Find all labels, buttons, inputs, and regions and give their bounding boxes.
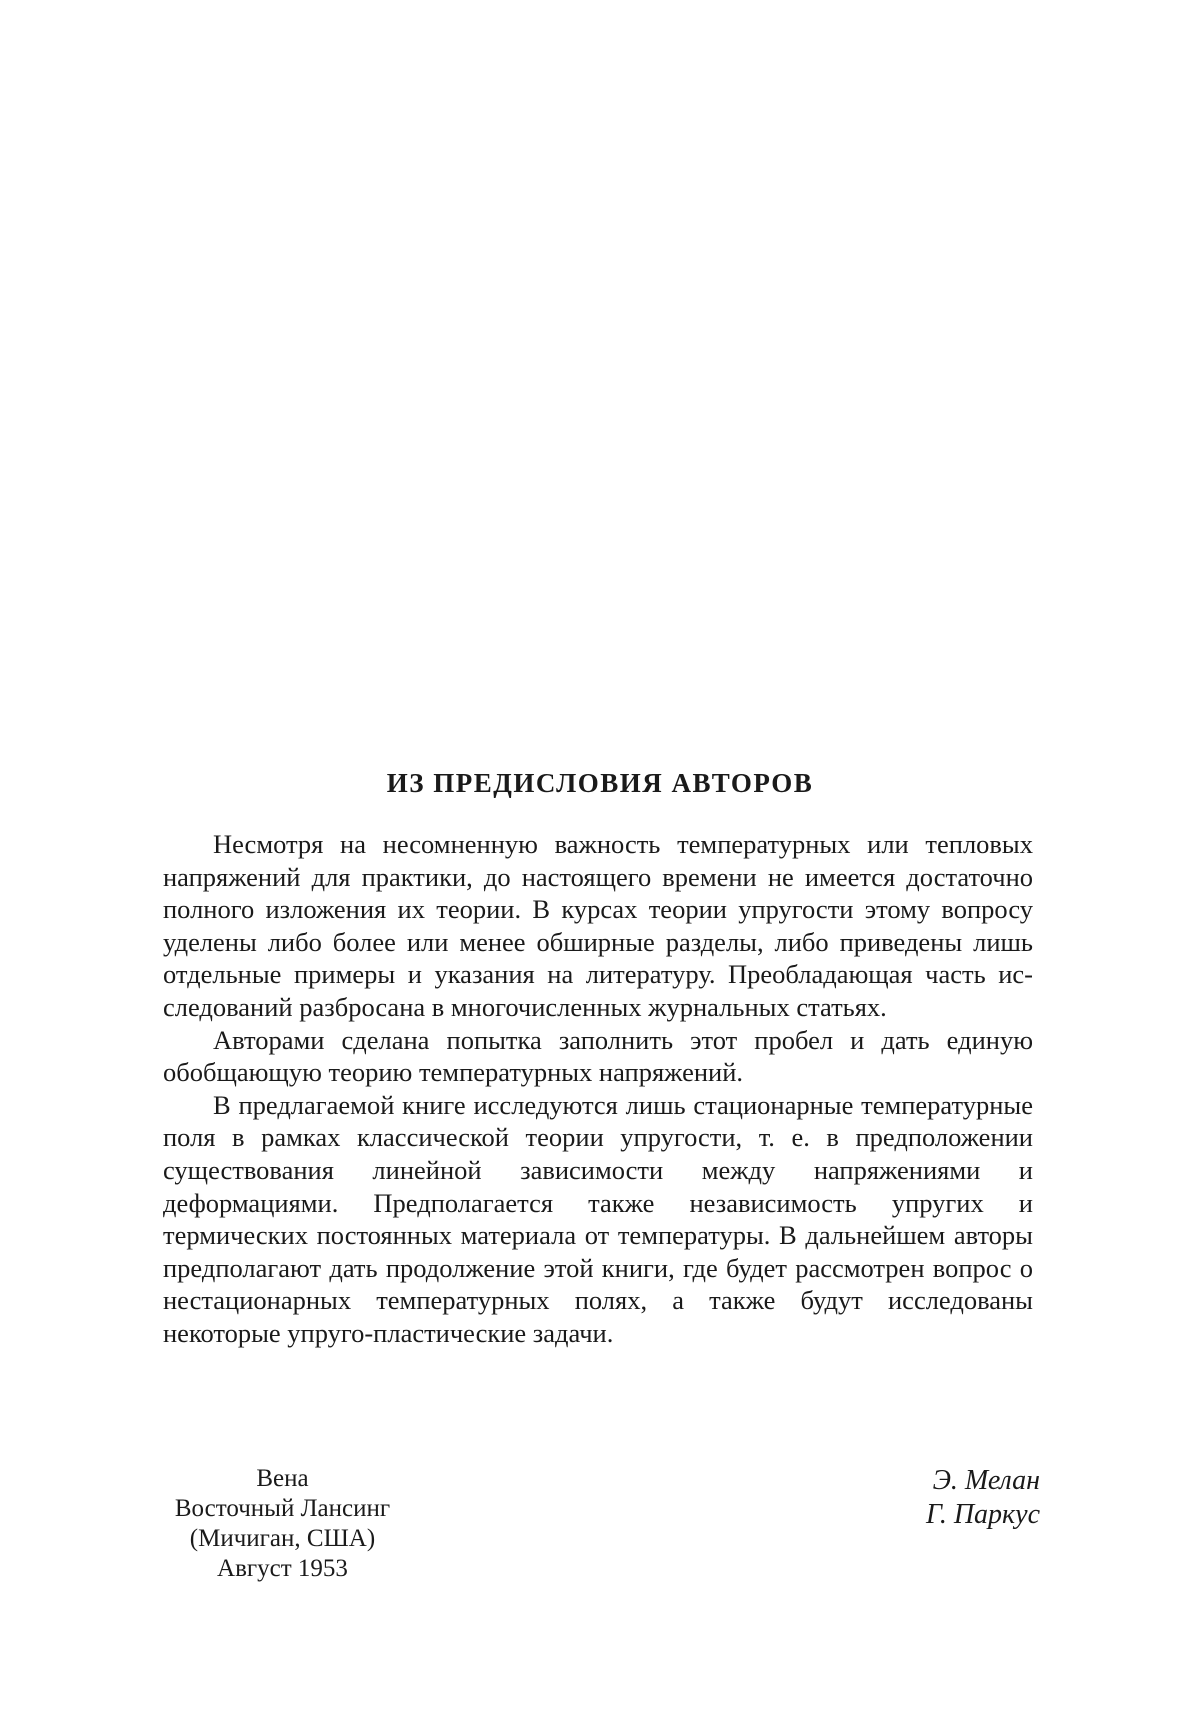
place-date: Август 1953 <box>217 1555 348 1582</box>
place-town: Восточный Лансинг <box>174 1495 391 1522</box>
place-city: Вена <box>256 1465 309 1492</box>
preface-text <box>163 828 1033 1350</box>
paragraph-2: Авторами сделана попытка заполнить этот пробел и дать единую обобщающую теорию температурных напряжений. <box>163 1024 1033 1088</box>
paragraph-1: Несмотря на несомненную важность температурных или тепловых напряжений для практики, до настоящего времени не имеется достаточно полного изложения их теории. В курсах теории упругости этому вопросу уделены либо более или менее обширные разделы, либо приведены лишь отдельные примеры и указания на литературу. Преобладающая часть исследований разбросана в многочисленных журнальных статьях. <box>163 829 1033 1022</box>
page-title: ИЗ ПРЕДИСЛОВИЯ АВТОРОВ <box>386 768 814 798</box>
author-signatures <box>820 1464 1040 1532</box>
paragraph-3: В предлагаемой книге исследуются лишь стационарные температурные поля в рамках классической теории упругости, т. е. в предположении существования линейной зависимости между напряжениями и деформациями. Предполагается также независимость упругих и термических постоянных материала от температуры. В дальнейшем авторы предполагают дать продолжение этой книги, где будет рассмотрен вопрос о нестационарных температурных полях, а также будут исследованы некоторые упруго-пластические задачи. <box>163 1089 1033 1348</box>
author-name: Г. Паркус <box>926 1499 1040 1530</box>
place-and-date <box>150 1464 415 1584</box>
author-name: Э. Мелан <box>932 1465 1040 1496</box>
place-state: (Мичиган, США) <box>189 1525 376 1552</box>
